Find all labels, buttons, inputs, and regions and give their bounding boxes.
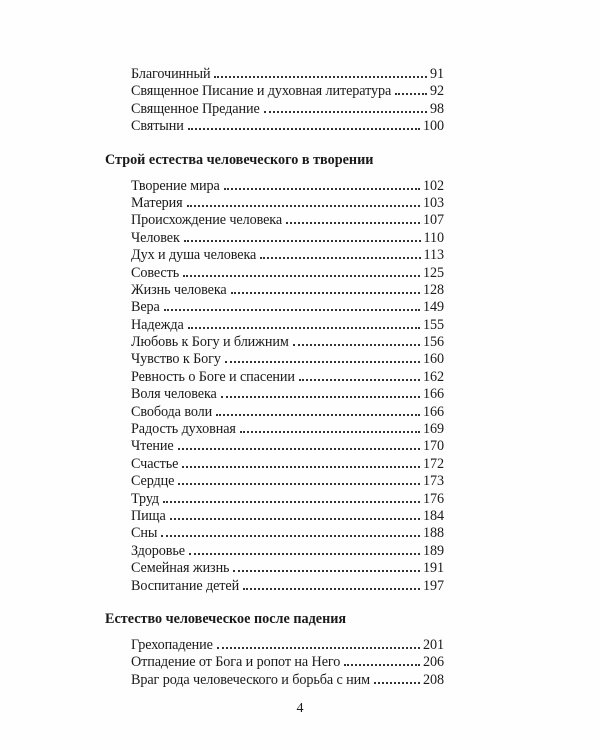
dot-leader (260, 257, 420, 259)
toc-entry-page: 162 (423, 368, 444, 385)
toc-entry-title: Сердце (131, 473, 175, 490)
toc-entry-page: 125 (423, 264, 444, 281)
toc-entry-title: Ревность о Боге и спасении (131, 368, 295, 385)
dot-leader (163, 501, 420, 503)
dot-leader (293, 344, 420, 346)
toc-group (131, 637, 444, 689)
dot-leader (184, 240, 421, 242)
section-heading: Естество человеческое после падения (105, 610, 347, 627)
toc-entry (131, 351, 444, 368)
toc-entry-page: 191 (423, 560, 444, 577)
toc-entry (131, 247, 444, 264)
toc-entry-page: 170 (423, 438, 444, 455)
dot-leader (233, 570, 420, 572)
toc-entry (131, 456, 444, 473)
toc-entry-title: Священное Писание и духовная литература (131, 83, 392, 100)
toc-entry (131, 265, 444, 282)
toc-entry-title: Враг рода человеческого и борьба с ним (131, 671, 370, 688)
toc-entry (131, 369, 444, 386)
toc-entry-title: Человек (131, 229, 180, 246)
toc-entry-title: Труд (131, 490, 160, 507)
toc-entry (131, 438, 444, 455)
dot-leader (164, 309, 420, 311)
toc-entry-page: 149 (423, 299, 444, 316)
dot-leader (216, 414, 420, 416)
dot-leader (183, 275, 420, 277)
toc-group (131, 66, 444, 136)
toc-entry (131, 334, 444, 351)
toc-entry-page: 100 (423, 118, 444, 135)
toc-entry (131, 230, 444, 247)
toc-entry-page: 176 (423, 490, 444, 507)
dot-leader (221, 396, 420, 398)
toc-entry-title: Чтение (131, 438, 174, 455)
toc-entry-title: Воспитание детей (131, 577, 240, 594)
toc-entry-page: 128 (423, 281, 444, 298)
toc-entry (131, 317, 444, 334)
toc-entry-title: Священное Предание (131, 100, 260, 117)
toc-entry (131, 578, 444, 595)
toc-entry-title: Любовь к Богу и ближним (131, 334, 289, 351)
toc-entry (131, 282, 444, 299)
toc-entry-title: Жизнь человека (131, 281, 227, 298)
dot-leader (344, 664, 420, 666)
toc-entry-page: 102 (423, 177, 444, 194)
toc-entry-page: 155 (423, 316, 444, 333)
toc-entry (131, 525, 444, 542)
toc-entry-title: Происхождение человека (131, 212, 283, 229)
toc-entry-title: Дух и душа человека (131, 247, 257, 264)
dot-leader (374, 682, 420, 684)
toc-entry-page: 169 (423, 421, 444, 438)
dot-leader (188, 128, 420, 130)
dot-leader (225, 361, 420, 363)
toc-entry-title: Чувство к Богу (131, 351, 221, 368)
toc-entry-page: 160 (423, 351, 444, 368)
toc-entry-page: 166 (423, 403, 444, 420)
toc-entry-title: Радость духовная (131, 421, 236, 438)
dot-leader (286, 222, 420, 224)
toc-entry-page: 91 (430, 66, 444, 82)
dot-leader (188, 327, 420, 329)
toc-entry (131, 543, 444, 560)
toc-entry-title: Пища (131, 507, 166, 524)
dot-leader (214, 76, 427, 78)
toc-entry-page: 110 (423, 229, 444, 246)
toc-entry-page: 173 (423, 473, 444, 490)
toc-entry (131, 178, 444, 195)
toc-entry-title: Святыни (131, 118, 184, 135)
toc-group (131, 178, 444, 595)
toc-entry-title: Воля человека (131, 386, 217, 403)
toc-entry-page: 92 (430, 83, 444, 100)
dot-leader (243, 588, 420, 590)
toc-entry-title: Счастье (131, 455, 179, 472)
toc-entry (131, 299, 444, 316)
toc-entry (131, 83, 444, 100)
dot-leader (264, 111, 427, 113)
dot-leader (299, 379, 420, 381)
dot-leader (189, 553, 420, 555)
toc-entry (131, 491, 444, 508)
toc-entry-page: 197 (423, 577, 444, 594)
dot-leader (395, 93, 427, 95)
toc-entry (131, 473, 444, 490)
dot-leader (161, 535, 420, 537)
toc-entry-title: Здоровье (131, 542, 185, 559)
toc-entry-page: 113 (423, 247, 444, 264)
toc-entry-title: Совесть (131, 264, 180, 281)
toc-entry-page: 189 (423, 542, 444, 559)
toc-entry (131, 101, 444, 118)
toc-entry-title: Материя (131, 194, 183, 211)
toc-entry (131, 672, 444, 689)
dot-leader (217, 647, 420, 649)
toc-entry-title: Отпадение от Бога и ропот на Него (131, 654, 341, 671)
toc-entry-title: Семейная жизнь (131, 560, 230, 577)
toc-entry (131, 212, 444, 229)
page-number: 4 (296, 701, 304, 716)
toc-entry-title: Сны (131, 525, 158, 542)
toc-entry-page: 107 (423, 212, 444, 229)
toc-entry-title: Свобода воли (131, 403, 213, 420)
toc-entry-title: Творение мира (131, 177, 220, 194)
toc-entry-title: Грехопадение (131, 636, 213, 653)
dot-leader (187, 205, 420, 207)
toc-entry-page: 172 (423, 455, 444, 472)
toc-entry (131, 118, 444, 135)
toc-entry-page: 166 (423, 386, 444, 403)
toc-entry-page: 98 (430, 100, 444, 117)
toc-entry (131, 508, 444, 525)
toc-entry-page: 188 (423, 525, 444, 542)
toc-entry-title: Вера (131, 299, 160, 316)
dot-leader (240, 431, 420, 433)
toc-entry (131, 386, 444, 403)
dot-leader (182, 466, 420, 468)
toc-entry-title: Надежда (131, 316, 184, 333)
toc-entry (131, 195, 444, 212)
toc-entry (131, 404, 444, 421)
dot-leader (178, 448, 420, 450)
dot-leader (231, 292, 420, 294)
toc-entry-title: Благочинный (131, 66, 211, 82)
toc-entry-page: 208 (423, 671, 444, 688)
dot-leader (170, 518, 420, 520)
toc-entry (131, 637, 444, 654)
toc-entry-page: 103 (423, 194, 444, 211)
toc-entry-page: 206 (423, 654, 444, 671)
toc-entry-page: 201 (423, 636, 444, 653)
section-heading: Строй естества человеческого в творении (105, 151, 374, 168)
toc-entry (131, 654, 444, 671)
toc-entry (131, 421, 444, 438)
dot-leader (178, 483, 420, 485)
toc-entry (131, 560, 444, 577)
dot-leader (224, 188, 420, 190)
toc-entry-page: 184 (423, 507, 444, 524)
toc-entry-page: 156 (423, 334, 444, 351)
toc-entry (131, 66, 444, 83)
